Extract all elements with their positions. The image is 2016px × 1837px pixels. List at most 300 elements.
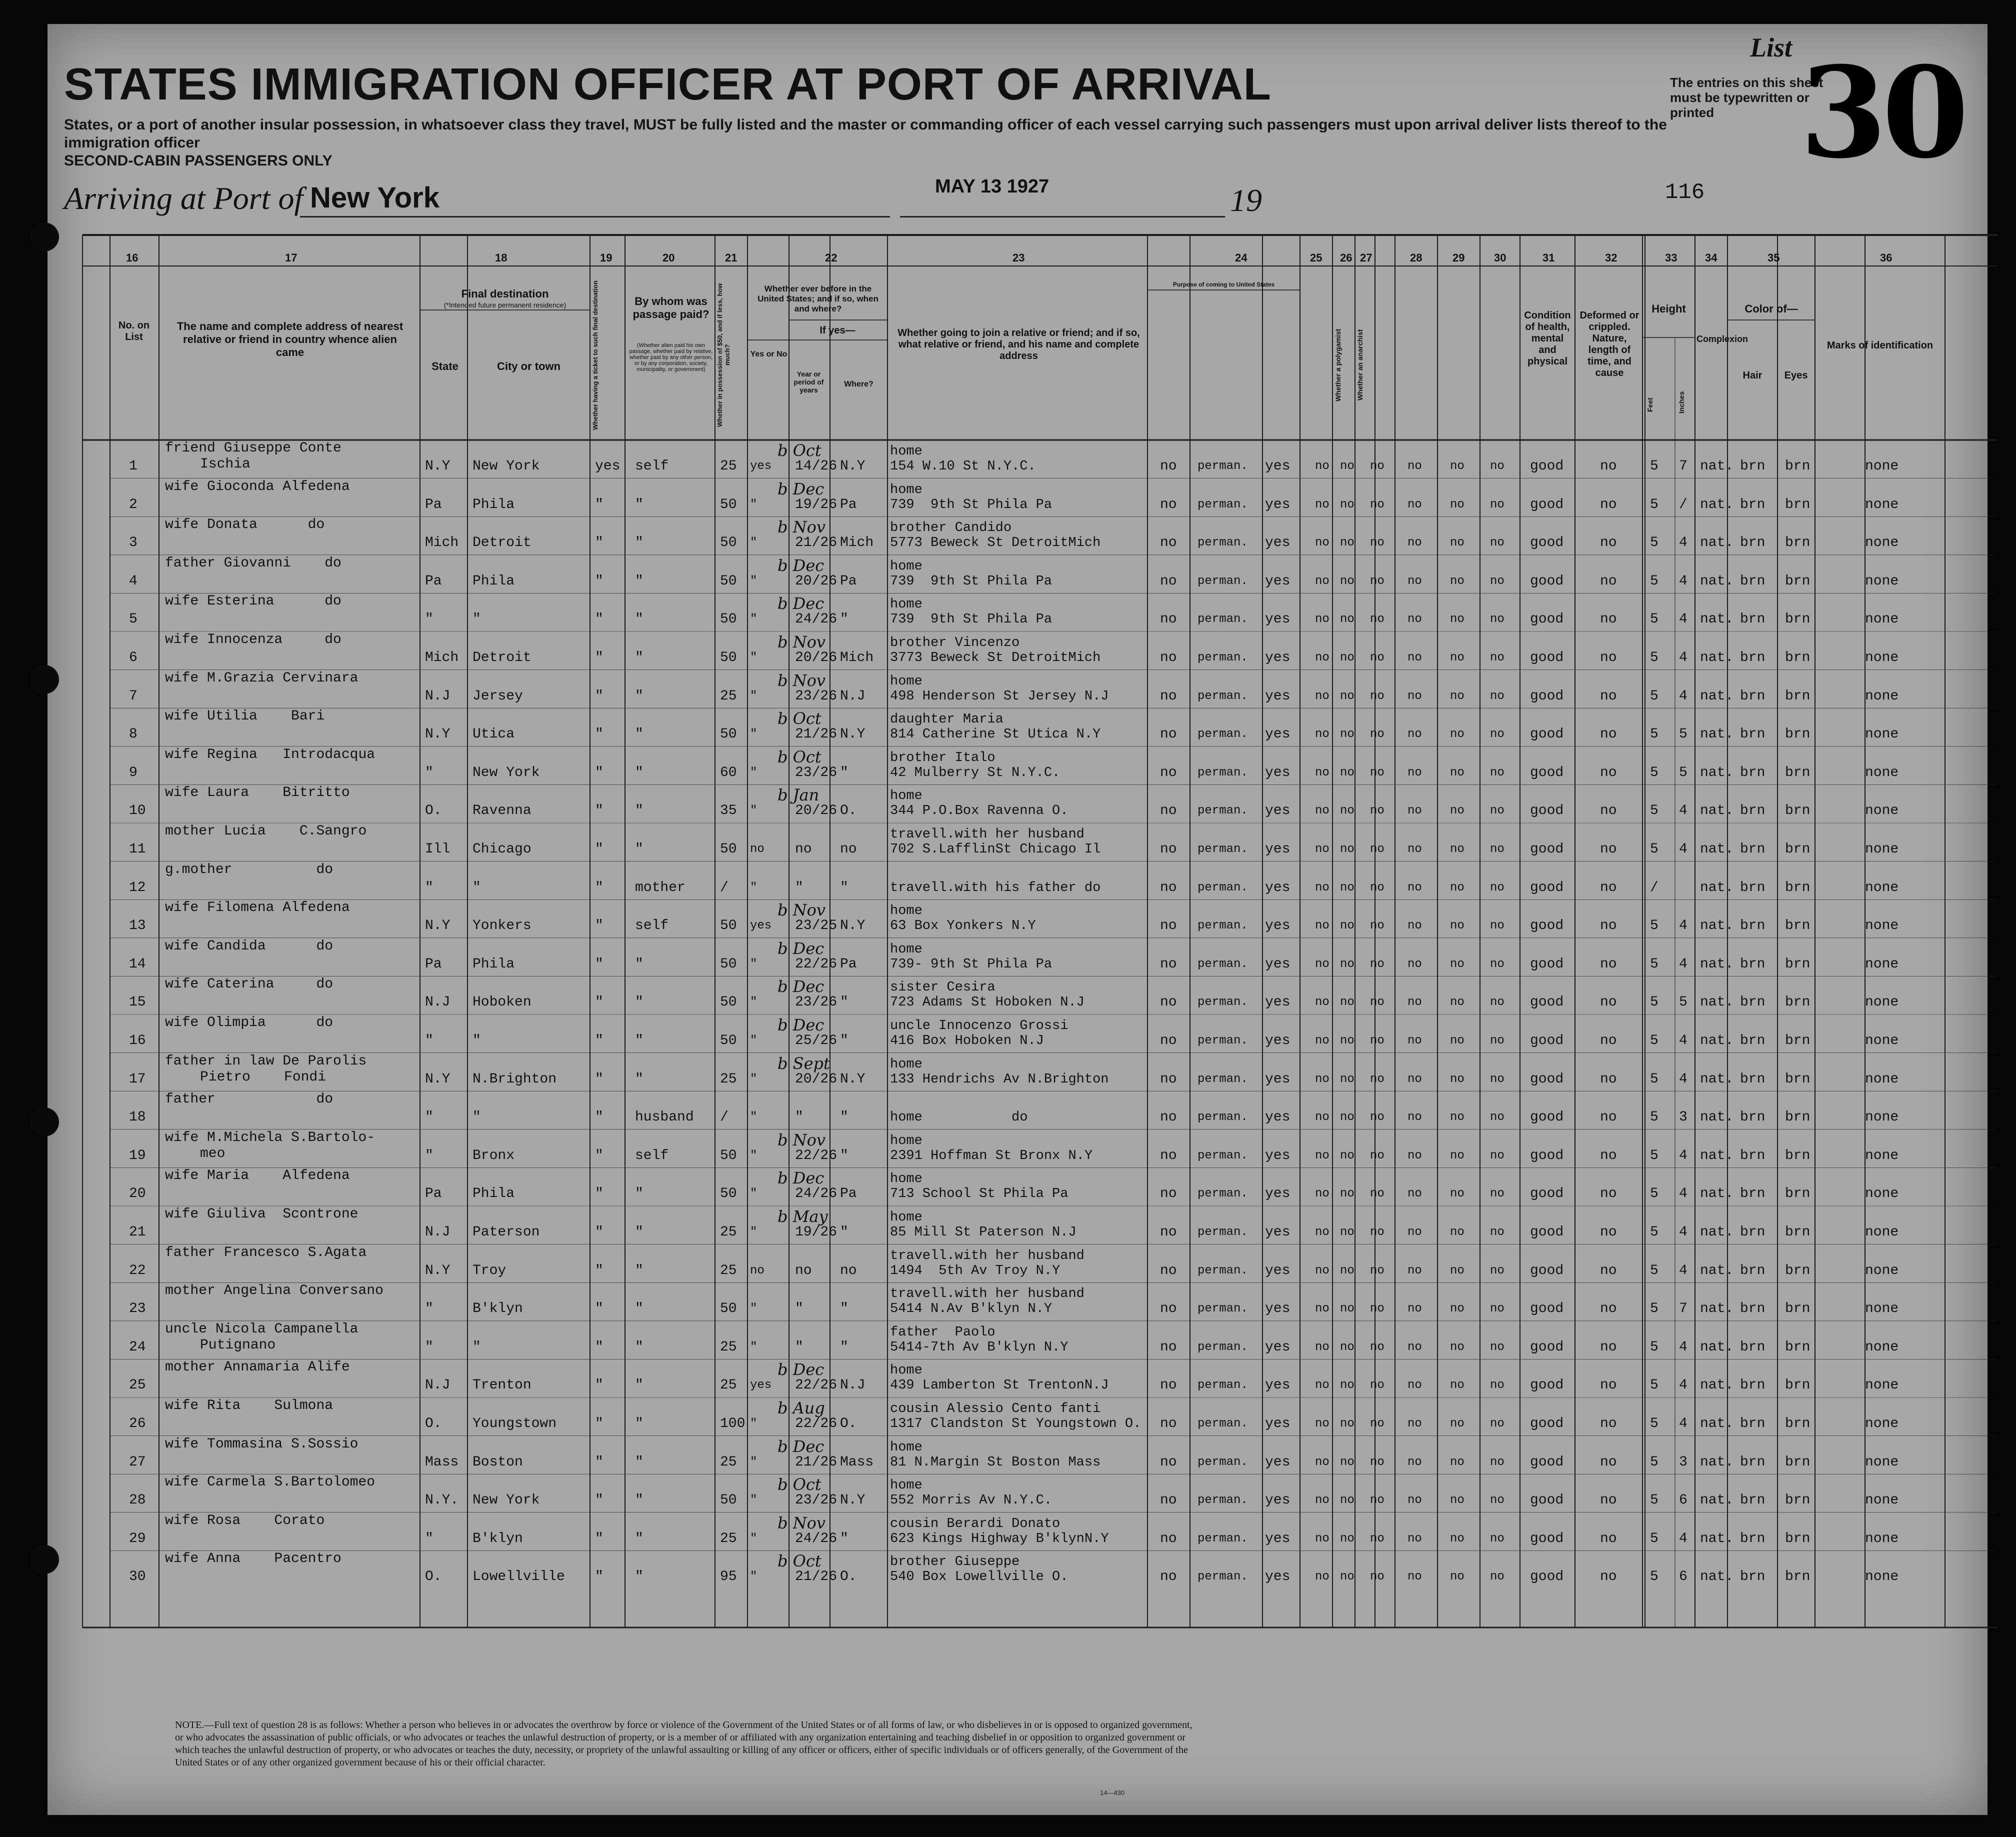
joining-address: 2391 Hoffman St Bronx N.Y xyxy=(890,1148,1093,1164)
arriving-label: Arriving at Port of xyxy=(64,180,304,216)
dest-state: N.J xyxy=(425,994,450,1010)
answer-27: no xyxy=(1370,1570,1384,1584)
header-inches: Inches xyxy=(1678,391,1686,414)
purpose-1: no xyxy=(1160,458,1177,474)
list-number: 16 xyxy=(129,1033,146,1048)
answer-28: no xyxy=(1408,498,1422,512)
relative-name: father do xyxy=(165,1092,334,1108)
column-number: 27 xyxy=(1360,252,1372,264)
answer-25: no xyxy=(1315,1455,1330,1469)
answer-27: no xyxy=(1370,1455,1384,1469)
hair: brn xyxy=(1740,1071,1766,1087)
health: good xyxy=(1530,1262,1564,1278)
answer-28: no xyxy=(1408,957,1422,971)
purpose-1: no xyxy=(1160,1378,1177,1394)
answer-29: no xyxy=(1450,1226,1464,1239)
answer-29: no xyxy=(1450,1187,1464,1201)
complexion: nat. xyxy=(1700,1301,1734,1317)
header-no-on-list: No. on List xyxy=(118,320,150,342)
money: 25 xyxy=(720,1224,737,1240)
list-number: 13 xyxy=(129,918,146,934)
relative-town: meo xyxy=(200,1146,226,1162)
health: good xyxy=(1530,994,1564,1010)
complexion: nat. xyxy=(1700,1186,1734,1202)
purpose-2: perman. xyxy=(1198,536,1248,550)
passage-paid: " xyxy=(635,803,644,819)
purpose-1: no xyxy=(1160,1110,1177,1126)
year-period: 22/26 xyxy=(795,1148,838,1164)
money: 25 xyxy=(720,1378,737,1394)
ticket: " xyxy=(595,1530,604,1546)
joining-person: brother Giuseppe xyxy=(890,1554,1020,1570)
complexion: nat. xyxy=(1700,535,1734,551)
answer-30: no xyxy=(1490,1226,1504,1239)
handwritten-annotation: b Dec xyxy=(778,977,824,996)
deformed: no xyxy=(1600,918,1617,934)
been-in-us: " xyxy=(750,804,758,818)
eyes: brn xyxy=(1785,496,1810,512)
answer-25: no xyxy=(1315,1378,1330,1392)
joining-person: uncle Innocenzo Grossi xyxy=(890,1018,1068,1034)
height-inches: 6 xyxy=(1679,1569,1688,1585)
where-in-us: " xyxy=(840,612,848,628)
dest-state: O. xyxy=(425,1416,442,1432)
purpose-1: no xyxy=(1160,1454,1177,1470)
year-period: 23/26 xyxy=(795,1492,838,1508)
dest-city: " xyxy=(472,1033,481,1048)
been-in-us: " xyxy=(750,1532,758,1546)
complexion: nat. xyxy=(1700,803,1734,819)
passage-paid: " xyxy=(635,1530,644,1546)
dest-state: O. xyxy=(425,803,442,819)
dest-city: Paterson xyxy=(472,1224,540,1240)
dest-state: Mich xyxy=(425,535,459,551)
answer-29: no xyxy=(1450,996,1464,1010)
answer-30: no xyxy=(1490,1072,1504,1086)
money: 50 xyxy=(720,1148,737,1164)
header-nearest-relative: The name and complete address of nearest relative or friend in country whence alien came xyxy=(176,320,404,358)
money: 25 xyxy=(720,1530,737,1546)
purpose-3: yes xyxy=(1265,1339,1290,1355)
year-prefix: 19 xyxy=(1230,182,1262,218)
column-number: 36 xyxy=(1880,252,1892,264)
relative-name: wife Utilia Bari xyxy=(165,708,325,724)
complexion: nat. xyxy=(1700,573,1734,589)
where-in-us: N.Y xyxy=(840,458,866,474)
ticket: " xyxy=(595,994,604,1010)
header-yes-or-no: Yes or No xyxy=(750,350,788,358)
passage-paid: " xyxy=(635,535,644,551)
health: good xyxy=(1530,1530,1564,1546)
purpose-1: no xyxy=(1160,994,1177,1010)
height-inches: 7 xyxy=(1679,1301,1688,1317)
answer-25: no xyxy=(1315,996,1330,1010)
marks: none xyxy=(1865,1569,1899,1585)
answer-26: no xyxy=(1340,919,1354,933)
header-marks: Marks of identification xyxy=(1826,340,1934,351)
answer-29: no xyxy=(1450,957,1464,971)
answer-27: no xyxy=(1370,766,1384,780)
header-purpose: Purpose of coming to United States xyxy=(1172,281,1275,288)
height-inches: 4 xyxy=(1679,1148,1688,1164)
passage-paid: " xyxy=(635,994,644,1010)
binder-hole xyxy=(30,1545,59,1574)
list-number: 11 xyxy=(129,842,146,857)
deformed: no xyxy=(1600,726,1617,742)
header-joining: Whether going to join a relative or friend; and if so, what relative or friend, and his name and complete address xyxy=(898,328,1140,362)
column-number: 30 xyxy=(1494,252,1506,264)
dest-city: Hoboken xyxy=(472,994,532,1010)
purpose-3: yes xyxy=(1265,994,1290,1010)
year-period: 20/26 xyxy=(795,1071,838,1087)
relative-name: wife Olimpia do xyxy=(165,1015,334,1030)
list-number: 3 xyxy=(129,535,138,551)
eyes: brn xyxy=(1785,764,1810,780)
purpose-2: perman. xyxy=(1198,1226,1248,1239)
dest-city: New York xyxy=(472,458,540,474)
relative-name: mother Annamaria Alife xyxy=(165,1360,350,1376)
answer-26: no xyxy=(1340,728,1354,742)
year-period: 22/26 xyxy=(795,956,838,972)
where-in-us: N.Y xyxy=(840,918,866,934)
list-note: The entries on this sheet must be typewritten or printed xyxy=(1670,75,1824,120)
where-in-us: " xyxy=(840,1033,848,1048)
header-where: Where? xyxy=(844,380,874,388)
answer-26: no xyxy=(1340,1187,1354,1201)
answer-26: no xyxy=(1340,880,1354,894)
health: good xyxy=(1530,573,1564,589)
column-number: 28 xyxy=(1410,252,1422,264)
marks: none xyxy=(1865,688,1899,704)
health: good xyxy=(1530,1224,1564,1240)
height-inches: 4 xyxy=(1679,918,1688,934)
dest-state: N.J xyxy=(425,1224,450,1240)
relative-name: wife M.Michela S.Bartolo- xyxy=(165,1130,376,1146)
passage-paid: self xyxy=(635,1148,669,1164)
where-in-us: O. xyxy=(840,1416,857,1432)
passage-paid: " xyxy=(635,1033,644,1048)
deformed: no xyxy=(1600,1224,1617,1240)
health: good xyxy=(1530,1110,1564,1126)
joining-person: home xyxy=(890,674,922,689)
joining-address: travell.with his father do xyxy=(890,880,1101,896)
year-period: no xyxy=(795,1262,812,1278)
answer-29: no xyxy=(1450,919,1464,933)
joining-person: home xyxy=(890,1172,922,1187)
form-title: STATES IMMIGRATION OFFICER AT PORT OF ARRIVAL xyxy=(64,60,1272,110)
answer-25: no xyxy=(1315,1570,1330,1584)
dest-state: N.Y xyxy=(425,458,450,474)
height-inches: 4 xyxy=(1679,573,1688,589)
dest-state: Ill xyxy=(425,842,450,857)
header-color-of: Color of— xyxy=(1744,302,1798,315)
height-feet: 5 xyxy=(1650,650,1658,666)
relative-name: mother Lucia C.Sangro xyxy=(165,824,367,839)
deformed: no xyxy=(1600,1492,1617,1508)
health: good xyxy=(1530,1186,1564,1202)
height-inches: 5 xyxy=(1679,726,1688,742)
complexion: nat. xyxy=(1700,842,1734,857)
year-period: " xyxy=(795,1110,804,1126)
purpose-1: no xyxy=(1160,1224,1177,1240)
height-feet: / xyxy=(1650,880,1658,896)
dest-state: " xyxy=(425,1148,434,1164)
purpose-2: perman. xyxy=(1198,498,1248,512)
relative-name: g.mother do xyxy=(165,862,334,878)
money: 50 xyxy=(720,956,737,972)
purpose-2: perman. xyxy=(1198,996,1248,1010)
joining-person: father Paolo xyxy=(890,1324,996,1340)
answer-27: no xyxy=(1370,728,1384,742)
class-label: SECOND-CABIN PASSENGERS ONLY xyxy=(64,152,332,169)
joining-address: 498 Henderson St Jersey N.J xyxy=(890,688,1109,704)
eyes: brn xyxy=(1785,726,1810,742)
height-feet: 5 xyxy=(1650,1454,1658,1470)
eyes: brn xyxy=(1785,842,1810,857)
ticket: " xyxy=(595,726,604,742)
hair: brn xyxy=(1740,880,1766,896)
dest-state: " xyxy=(425,1110,434,1126)
answer-25: no xyxy=(1315,689,1330,703)
answer-26: no xyxy=(1340,689,1354,703)
answer-26: no xyxy=(1340,1264,1354,1278)
where-in-us: Pa xyxy=(840,1186,857,1202)
complexion: nat. xyxy=(1700,994,1734,1010)
health: good xyxy=(1530,803,1564,819)
passage-paid: " xyxy=(635,1492,644,1508)
passage-paid: " xyxy=(635,1262,644,1278)
answer-27: no xyxy=(1370,957,1384,971)
marks: none xyxy=(1865,573,1899,589)
answer-25: no xyxy=(1315,1264,1330,1278)
answer-27: no xyxy=(1370,1378,1384,1392)
header-eyes: Eyes xyxy=(1784,370,1808,381)
relative-name: wife Esterina do xyxy=(165,594,342,610)
passage-paid: " xyxy=(635,1071,644,1087)
been-in-us: no xyxy=(750,842,764,856)
ticket: " xyxy=(595,1569,604,1585)
joining-person: brother Candido xyxy=(890,520,1012,536)
list-label: List xyxy=(1750,32,1792,62)
handwritten-annotation: b Dec xyxy=(778,1168,824,1188)
ticket: " xyxy=(595,956,604,972)
health: good xyxy=(1530,1416,1564,1432)
health: good xyxy=(1530,1492,1564,1508)
list-number: 18 xyxy=(129,1110,146,1126)
been-in-us: " xyxy=(750,689,758,703)
health: good xyxy=(1530,612,1564,628)
complexion: nat. xyxy=(1700,880,1734,896)
answer-28: no xyxy=(1408,689,1422,703)
marks: none xyxy=(1865,764,1899,780)
joining-person: home xyxy=(890,1056,922,1072)
complexion: nat. xyxy=(1700,1148,1734,1164)
answer-28: no xyxy=(1408,1532,1422,1546)
complexion: nat. xyxy=(1700,612,1734,628)
hair: brn xyxy=(1740,764,1766,780)
where-in-us: " xyxy=(840,1301,848,1317)
dest-city: Phila xyxy=(472,496,515,512)
marks: none xyxy=(1865,1071,1899,1087)
height-feet: 5 xyxy=(1650,688,1658,704)
answer-26: no xyxy=(1340,1455,1354,1469)
header-final-destination: Final destination xyxy=(461,288,549,300)
answer-30: no xyxy=(1490,498,1504,512)
answer-30: no xyxy=(1490,1148,1504,1162)
handwritten-annotation: b Dec xyxy=(778,1016,824,1034)
answer-29: no xyxy=(1450,1148,1464,1162)
answer-27: no xyxy=(1370,1034,1384,1048)
joining-address: 739 9th St Phila Pa xyxy=(890,574,1052,589)
answer-30: no xyxy=(1490,1570,1504,1584)
ticket: " xyxy=(595,764,604,780)
dest-state: N.Y. xyxy=(425,1492,459,1508)
purpose-1: no xyxy=(1160,1186,1177,1202)
answer-30: no xyxy=(1490,996,1504,1010)
marks: none xyxy=(1865,918,1899,934)
answer-29: no xyxy=(1450,880,1464,894)
purpose-2: perman. xyxy=(1198,1378,1248,1392)
purpose-2: perman. xyxy=(1198,919,1248,933)
complexion: nat. xyxy=(1700,1569,1734,1585)
marks: none xyxy=(1865,1454,1899,1470)
eyes: brn xyxy=(1785,1071,1810,1087)
health: good xyxy=(1530,726,1564,742)
answer-26: no xyxy=(1340,1378,1354,1392)
money: 25 xyxy=(720,458,737,474)
marks: none xyxy=(1865,1224,1899,1240)
height-inches: 7 xyxy=(1679,458,1688,474)
dest-city: Ravenna xyxy=(472,803,532,819)
purpose-1: no xyxy=(1160,1339,1177,1355)
list-number: 25 xyxy=(129,1378,146,1394)
hair: brn xyxy=(1740,1492,1766,1508)
height-feet: 5 xyxy=(1650,1148,1658,1164)
health: good xyxy=(1530,1454,1564,1470)
year-period: " xyxy=(795,1301,804,1317)
answer-30: no xyxy=(1490,1302,1504,1316)
eyes: brn xyxy=(1785,688,1810,704)
answer-29: no xyxy=(1450,498,1464,512)
relative-name: wife Filomena Alfedena xyxy=(165,900,350,916)
money: 95 xyxy=(720,1569,737,1585)
answer-27: no xyxy=(1370,460,1384,473)
answer-29: no xyxy=(1450,1264,1464,1278)
dest-city: " xyxy=(472,880,481,896)
answer-29: no xyxy=(1450,1110,1464,1124)
height-feet: 5 xyxy=(1650,1378,1658,1394)
column-number: 17 xyxy=(285,252,298,264)
year-period: 22/26 xyxy=(795,1416,838,1432)
deformed: no xyxy=(1600,880,1617,896)
dest-state: " xyxy=(425,1530,434,1546)
purpose-1: no xyxy=(1160,1492,1177,1508)
ticket: " xyxy=(595,496,604,512)
answer-27: no xyxy=(1370,1148,1384,1162)
answer-30: no xyxy=(1490,1455,1504,1469)
been-in-us: " xyxy=(750,880,758,894)
answer-29: no xyxy=(1450,1072,1464,1086)
purpose-3: yes xyxy=(1265,956,1290,972)
where-in-us: " xyxy=(840,1224,848,1240)
joining-person: home xyxy=(890,1133,922,1148)
ticket: " xyxy=(595,1148,604,1164)
handwritten-annotation: b Jan xyxy=(778,786,820,805)
health: good xyxy=(1530,956,1564,972)
answer-26: no xyxy=(1340,1532,1354,1546)
answer-29: no xyxy=(1450,842,1464,856)
answer-25: no xyxy=(1315,612,1330,626)
answer-28: no xyxy=(1408,651,1422,664)
handwritten-annotation: b Oct xyxy=(778,709,822,728)
purpose-1: no xyxy=(1160,688,1177,704)
dest-state: " xyxy=(425,1339,434,1355)
relative-name: wife Tommasina S.Sossio xyxy=(165,1436,358,1452)
dest-city: New York xyxy=(472,1492,540,1508)
dest-city: Jersey xyxy=(472,688,523,704)
been-in-us: " xyxy=(750,1340,758,1354)
header-hair: Hair xyxy=(1742,370,1762,381)
answer-28: no xyxy=(1408,460,1422,473)
year-period: 23/25 xyxy=(795,918,838,934)
purpose-3: yes xyxy=(1265,1530,1290,1546)
height-feet: 5 xyxy=(1650,1033,1658,1048)
relative-name: wife Caterina do xyxy=(165,976,334,992)
answer-27: no xyxy=(1370,804,1384,818)
health: good xyxy=(1530,880,1564,896)
joining-person: home xyxy=(890,482,922,498)
money: 25 xyxy=(720,1071,737,1087)
been-in-us: " xyxy=(750,766,758,780)
where-in-us: " xyxy=(840,1530,848,1546)
complexion: nat. xyxy=(1700,1071,1734,1087)
where-in-us: " xyxy=(840,994,848,1010)
handwritten-annotation: b Nov xyxy=(778,632,826,652)
joining-address: 713 School St Phila Pa xyxy=(890,1186,1068,1202)
header-ticket: Whether having a ticket to such final destination xyxy=(592,280,599,430)
answer-26: no xyxy=(1340,498,1354,512)
answer-25: no xyxy=(1315,1226,1330,1239)
dest-city: B'klyn xyxy=(472,1530,523,1546)
header-city: City or town xyxy=(496,360,561,372)
money: 35 xyxy=(720,803,737,819)
deformed: no xyxy=(1600,1033,1617,1048)
year-period: 23/26 xyxy=(795,764,838,780)
been-in-us: " xyxy=(750,1187,758,1201)
passage-paid: " xyxy=(635,1378,644,1394)
height-inches: 4 xyxy=(1679,688,1688,704)
been-in-us: " xyxy=(750,1110,758,1124)
handwritten-annotation: b Dec xyxy=(778,1360,824,1380)
year-period: 21/26 xyxy=(795,1569,838,1585)
year-period: 23/26 xyxy=(795,994,838,1010)
purpose-2: perman. xyxy=(1198,1034,1248,1048)
deformed: no xyxy=(1600,650,1617,666)
eyes: brn xyxy=(1785,918,1810,934)
joining-address: 1494 5th Av Troy N.Y xyxy=(890,1263,1060,1278)
purpose-3: yes xyxy=(1265,458,1290,474)
joining-address: 5414 N.Av B'klyn N.Y xyxy=(890,1302,1052,1317)
joining-address: 623 Kings Highway B'klynN.Y xyxy=(890,1531,1109,1546)
answer-26: no xyxy=(1340,842,1354,856)
column-number: 24 xyxy=(1235,252,1248,264)
passage-paid: " xyxy=(635,1569,644,1585)
answer-30: no xyxy=(1490,536,1504,550)
eyes: brn xyxy=(1785,1186,1810,1202)
marks: none xyxy=(1865,1033,1899,1048)
purpose-2: perman. xyxy=(1198,1072,1248,1086)
header-deformed: Deformed or crippled. Nature, length of time, and cause xyxy=(1580,310,1640,378)
